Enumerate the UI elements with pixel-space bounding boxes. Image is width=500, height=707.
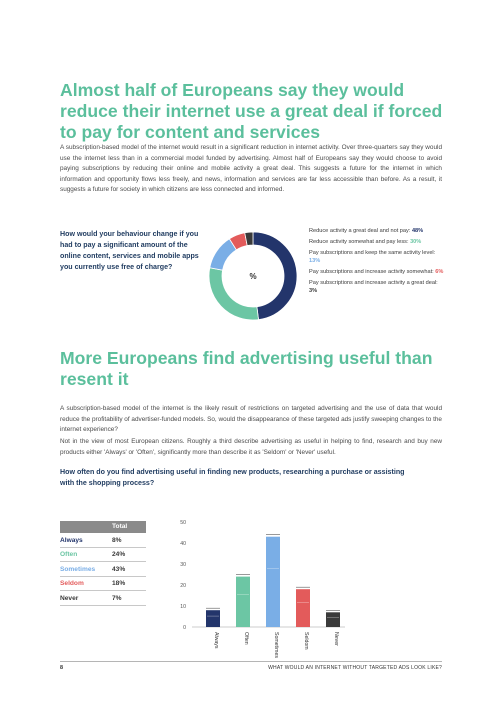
y-tick-label: 0 bbox=[183, 625, 186, 631]
donut-center-label: % bbox=[249, 272, 257, 281]
y-tick-label: 30 bbox=[180, 562, 186, 568]
row-label: Always bbox=[60, 536, 83, 544]
row-label: Seldom bbox=[60, 580, 84, 587]
table-row bbox=[60, 562, 146, 577]
donut-slice bbox=[253, 232, 297, 320]
table-row bbox=[60, 577, 146, 592]
donut-legend bbox=[309, 228, 444, 299]
legend-value: 3% bbox=[309, 287, 318, 294]
bar bbox=[296, 589, 310, 627]
table-row bbox=[60, 533, 146, 548]
section-2-body-2: Not in the view of most European citizens. Roughly a third describe advertising as useful in helping to find, research and buy new products either 'Always' or 'Often', significantly more than describe it as 'Seldom' or 'Never' useful. bbox=[60, 438, 442, 456]
legend-item bbox=[309, 239, 444, 247]
legend-value: 48% bbox=[411, 228, 424, 234]
section-2-body-1: A subscription-based model of the internet is the likely result of restrictions on targeted advertising and the use of data that would reduce the profitability of advertiser-funded models. So, would the disappearance of these targeted ads justify sweeping changes to the internet experience? bbox=[60, 405, 442, 434]
y-tick-label: 20 bbox=[180, 583, 186, 589]
footer-title: WHAT WOULD AN INTERNET WITHOUT TARGETED ADS LOOK LIKE? bbox=[268, 665, 442, 671]
footer-divider bbox=[60, 661, 442, 662]
legend-value: 6% bbox=[435, 269, 444, 276]
x-category-label: Seldom bbox=[303, 632, 309, 650]
legend-item bbox=[309, 228, 444, 236]
table-row bbox=[60, 548, 146, 563]
x-category-label: Never bbox=[333, 632, 339, 646]
row-value: 24% bbox=[112, 551, 126, 558]
row-value: 8% bbox=[112, 536, 122, 544]
legend-value: 30% bbox=[410, 239, 422, 246]
row-label: Often bbox=[60, 551, 78, 558]
row-value: 7% bbox=[112, 594, 122, 602]
legend-value: 13% bbox=[309, 257, 321, 264]
behaviour-donut-chart bbox=[203, 230, 303, 322]
row-label: Sometimes bbox=[60, 565, 96, 573]
legend-text: Pay subscriptions and increase activity a great deal: bbox=[309, 280, 438, 287]
page-number: 8 bbox=[60, 665, 63, 671]
x-category-label: Always bbox=[213, 632, 219, 649]
row-value: 18% bbox=[112, 580, 126, 587]
legend-item bbox=[309, 250, 444, 265]
section-2-title: More Europeans find advertising useful than resent it bbox=[60, 348, 433, 389]
section-1-title: Almost half of Europeans say they would reduce their internet use a great deal if forced to pay for content and services bbox=[60, 80, 443, 142]
y-tick-label: 40 bbox=[180, 541, 186, 547]
usefulness-table bbox=[60, 521, 146, 606]
bar-question: How often do you find advertising useful in finding new products, researching a purchase or assisting with the shopping process? bbox=[60, 468, 405, 487]
legend-text: Pay subscriptions and increase activity somewhat: bbox=[309, 269, 434, 276]
legend-item bbox=[309, 280, 444, 295]
y-tick-label: 10 bbox=[180, 604, 186, 610]
donut-question: How would your behaviour change if you had to pay a significant amount of the online content, services and mobile apps you currently use free of charge? bbox=[60, 230, 199, 271]
row-label: Never bbox=[60, 594, 79, 602]
table-header-total: Total bbox=[112, 523, 128, 530]
legend-item bbox=[309, 269, 444, 277]
bar bbox=[326, 612, 340, 627]
bar bbox=[266, 537, 280, 627]
legend-text: Reduce activity somewhat and pay less: bbox=[309, 239, 409, 246]
legend-text: Reduce activity a great deal and not pay: bbox=[309, 228, 411, 234]
section-1-body: A subscription-based model of the internet would result in a significant reduction in internet activity. Over three-quarters say they would use the internet less than in a commercial model funded by advertising. Almost half of Europeans say they would choose to avoid paying subscriptions by reducing their online and mobile activity a great deal. This suggests a future for the internet in which information and opportunity flows less freely, and news, information and services are far less accessible than before. As a result, it suggests a future for society in which citizens are less connected and informed. bbox=[60, 144, 442, 194]
bar bbox=[236, 577, 250, 627]
row-value: 43% bbox=[112, 565, 126, 573]
x-category-label: Sometimes bbox=[273, 632, 279, 658]
table-row bbox=[60, 591, 146, 606]
legend-text: Pay subscriptions and keep the same activity level: bbox=[309, 250, 436, 257]
usefulness-bar-chart bbox=[170, 512, 350, 662]
x-category-label: Often bbox=[243, 632, 249, 645]
bar bbox=[206, 610, 220, 627]
table-header bbox=[60, 521, 146, 533]
y-tick-label: 50 bbox=[180, 520, 186, 526]
